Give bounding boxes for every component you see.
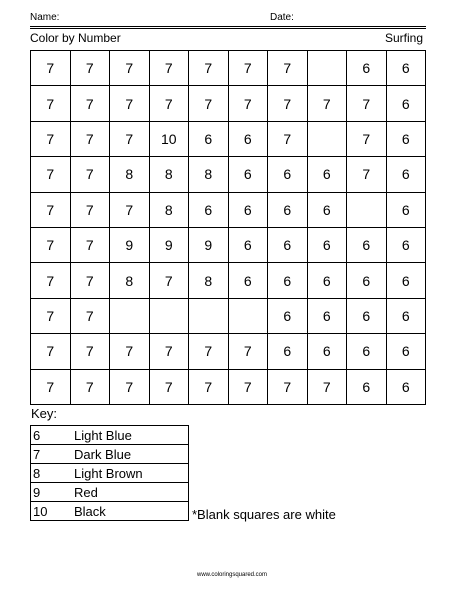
grid-cell: 7 bbox=[229, 86, 269, 121]
grid-cell: 6 bbox=[387, 334, 427, 369]
grid-cell: 7 bbox=[31, 370, 71, 405]
grid-cell bbox=[110, 299, 150, 334]
grid-cell: 7 bbox=[150, 334, 190, 369]
grid-cell: 6 bbox=[347, 299, 387, 334]
grid-cell: 6 bbox=[387, 122, 427, 157]
grid-cell: 7 bbox=[71, 157, 111, 192]
grid-cell: 7 bbox=[308, 86, 348, 121]
key-number: 8 bbox=[31, 464, 72, 483]
grid-cell: 6 bbox=[189, 122, 229, 157]
grid-cell: 7 bbox=[31, 86, 71, 121]
grid-cell: 7 bbox=[71, 370, 111, 405]
grid-cell: 7 bbox=[31, 157, 71, 192]
grid-cell: 7 bbox=[71, 51, 111, 86]
date-label: Date: bbox=[270, 12, 294, 23]
grid-cell: 7 bbox=[31, 122, 71, 157]
grid-cell: 7 bbox=[268, 86, 308, 121]
grid-cell: 6 bbox=[229, 193, 269, 228]
grid-cell: 6 bbox=[308, 157, 348, 192]
grid-cell: 6 bbox=[229, 263, 269, 298]
key-color-label: Dark Blue bbox=[71, 445, 189, 464]
grid-cell: 6 bbox=[308, 334, 348, 369]
grid-cell: 7 bbox=[31, 263, 71, 298]
grid-cell: 6 bbox=[387, 51, 427, 86]
grid-cell: 7 bbox=[31, 334, 71, 369]
blank-squares-note: *Blank squares are white bbox=[192, 507, 336, 522]
grid-cell: 7 bbox=[71, 122, 111, 157]
grid-cell: 6 bbox=[268, 157, 308, 192]
grid-cell: 7 bbox=[31, 228, 71, 263]
key-color-label: Red bbox=[71, 483, 189, 502]
grid-cell: 7 bbox=[110, 193, 150, 228]
footer-url: www.coloringsquared.com bbox=[196, 572, 268, 578]
divider-line bbox=[30, 26, 426, 27]
grid-cell: 6 bbox=[387, 299, 427, 334]
page-title: Color by Number bbox=[30, 31, 121, 45]
grid-cell: 9 bbox=[150, 228, 190, 263]
grid-cell: 6 bbox=[308, 193, 348, 228]
grid-cell: 7 bbox=[71, 263, 111, 298]
grid-cell: 6 bbox=[387, 263, 427, 298]
name-label: Name: bbox=[30, 12, 60, 23]
grid-cell: 7 bbox=[110, 370, 150, 405]
grid-cell: 7 bbox=[268, 51, 308, 86]
grid-cell: 7 bbox=[229, 51, 269, 86]
grid-cell: 6 bbox=[268, 193, 308, 228]
key-color-label: Black bbox=[71, 502, 189, 521]
grid-cell bbox=[229, 299, 269, 334]
key-title: Key: bbox=[31, 406, 58, 421]
key-row bbox=[31, 464, 189, 483]
grid-cell: 7 bbox=[229, 334, 269, 369]
grid-cell: 6 bbox=[347, 51, 387, 86]
key-row bbox=[31, 445, 189, 464]
key-row bbox=[31, 502, 189, 521]
key-number: 10 bbox=[31, 502, 72, 521]
divider-line bbox=[30, 28, 426, 29]
grid-cell: 6 bbox=[387, 193, 427, 228]
grid-cell bbox=[308, 51, 348, 86]
grid-cell: 6 bbox=[308, 263, 348, 298]
color-by-number-grid bbox=[30, 50, 426, 405]
grid-cell: 7 bbox=[189, 51, 229, 86]
grid-cell: 7 bbox=[189, 86, 229, 121]
grid-cell: 6 bbox=[347, 370, 387, 405]
grid-cell: 7 bbox=[31, 299, 71, 334]
key-number: 7 bbox=[31, 445, 72, 464]
grid-cell bbox=[308, 122, 348, 157]
key-color-label: Light Blue bbox=[71, 426, 189, 445]
grid-cell: 8 bbox=[189, 263, 229, 298]
grid-cell: 6 bbox=[347, 334, 387, 369]
grid-cell: 7 bbox=[31, 193, 71, 228]
grid-cell: 7 bbox=[110, 51, 150, 86]
grid-cell: 7 bbox=[31, 51, 71, 86]
grid-cell: 6 bbox=[229, 157, 269, 192]
grid-cell: 7 bbox=[150, 263, 190, 298]
grid-cell: 6 bbox=[308, 299, 348, 334]
grid-cell: 6 bbox=[347, 263, 387, 298]
grid-cell: 7 bbox=[71, 228, 111, 263]
grid-cell: 6 bbox=[387, 157, 427, 192]
grid-cell: 7 bbox=[150, 86, 190, 121]
grid-cell: 7 bbox=[229, 370, 269, 405]
page-subtitle: Surfing bbox=[385, 31, 424, 45]
grid-cell bbox=[189, 299, 229, 334]
grid-cell: 6 bbox=[268, 334, 308, 369]
grid-cell: 7 bbox=[347, 157, 387, 192]
key-row bbox=[31, 483, 189, 502]
grid-cell: 7 bbox=[268, 370, 308, 405]
grid-cell: 6 bbox=[387, 228, 427, 263]
grid-cell: 8 bbox=[110, 157, 150, 192]
grid-cell: 7 bbox=[71, 193, 111, 228]
grid-cell: 8 bbox=[150, 157, 190, 192]
grid-cell: 7 bbox=[150, 51, 190, 86]
grid-cell: 10 bbox=[150, 122, 190, 157]
grid-cell: 8 bbox=[189, 157, 229, 192]
grid-cell: 8 bbox=[110, 263, 150, 298]
grid-cell: 6 bbox=[387, 370, 427, 405]
grid-cell: 7 bbox=[110, 334, 150, 369]
grid-cell: 7 bbox=[71, 86, 111, 121]
grid-cell: 6 bbox=[229, 122, 269, 157]
key-number: 9 bbox=[31, 483, 72, 502]
grid-cell: 7 bbox=[71, 334, 111, 369]
grid-cell: 7 bbox=[189, 334, 229, 369]
key-color-label: Light Brown bbox=[71, 464, 189, 483]
color-key-table bbox=[30, 425, 189, 521]
grid-cell: 6 bbox=[387, 86, 427, 121]
grid-cell: 7 bbox=[110, 122, 150, 157]
grid-cell bbox=[150, 299, 190, 334]
grid-cell: 7 bbox=[308, 370, 348, 405]
grid-cell: 7 bbox=[71, 299, 111, 334]
grid-cell: 7 bbox=[189, 370, 229, 405]
grid-cell: 6 bbox=[308, 228, 348, 263]
grid-cell: 6 bbox=[268, 299, 308, 334]
grid-cell: 9 bbox=[110, 228, 150, 263]
grid-cell: 6 bbox=[268, 263, 308, 298]
grid-cell: 7 bbox=[110, 86, 150, 121]
grid-cell: 7 bbox=[347, 86, 387, 121]
grid-cell: 8 bbox=[150, 193, 190, 228]
grid-cell: 6 bbox=[268, 228, 308, 263]
grid-cell: 7 bbox=[268, 122, 308, 157]
grid-cell: 6 bbox=[229, 228, 269, 263]
grid-cell: 7 bbox=[347, 122, 387, 157]
grid-cell bbox=[347, 193, 387, 228]
grid-cell: 6 bbox=[189, 193, 229, 228]
grid-cell: 7 bbox=[150, 370, 190, 405]
grid-cell: 9 bbox=[189, 228, 229, 263]
grid-cell: 6 bbox=[347, 228, 387, 263]
key-row bbox=[31, 426, 189, 445]
key-number: 6 bbox=[31, 426, 72, 445]
